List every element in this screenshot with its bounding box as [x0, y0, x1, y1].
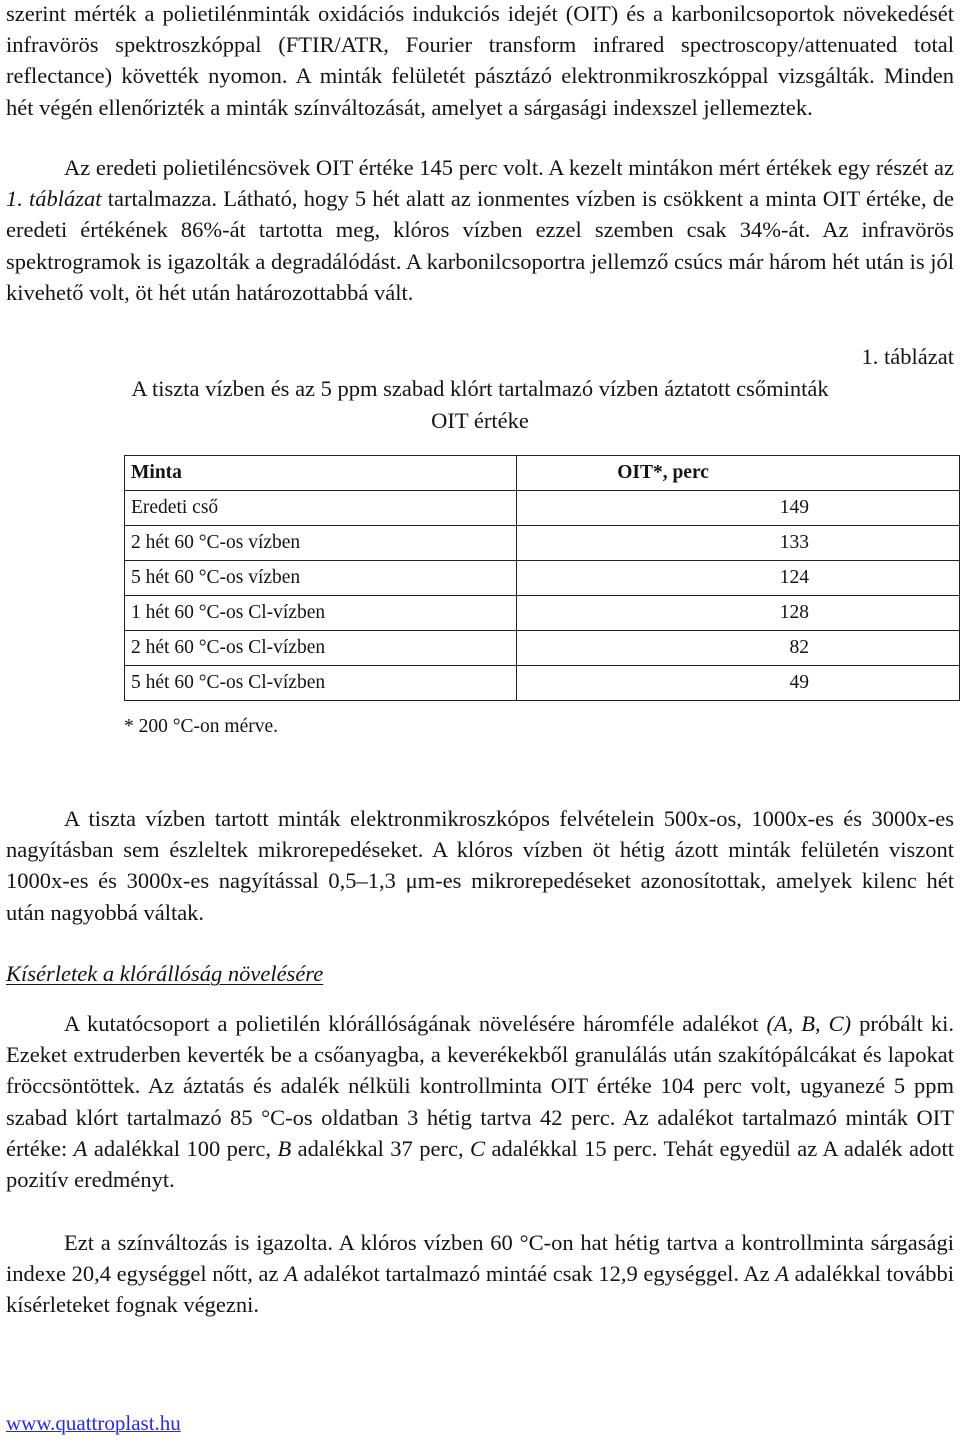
- cell-oit: 149: [517, 491, 960, 526]
- table-row: [125, 631, 960, 666]
- table-footnote: * 200 °C-on mérve.: [124, 716, 279, 737]
- table-row: [125, 666, 960, 701]
- cell-sample: Eredeti cső: [125, 491, 517, 526]
- table-title-line2: OIT értéke: [431, 408, 529, 433]
- table-row: [125, 561, 960, 596]
- table-row: [125, 526, 960, 561]
- cell-oit: 133: [517, 526, 960, 561]
- cell-oit: 82: [517, 631, 960, 666]
- para5-text-a: Ezt a színváltozás is igazolta. A klóros vízben 60 °C-on hat hétig tartva a kontrollminta sárgasági indexe 20,4 egységgel nőtt, az: [6, 1230, 954, 1287]
- para2-text-b: tartalmazza. Látható, hogy 5 hét alatt az ionmentes vízben is csökkent a minta OIT értéke, de eredeti értékének 86%-át tartotta meg, klóros vízben ezzel szemben csak 34%-át. Az infravörös spektrogramok is igazolták a degradálódást. A karbonilcsoportra jellemző csúcs már három hét után is jól kivehető volt, öt hét után határozottabbá vált.: [6, 186, 954, 305]
- additive-c: C: [470, 1135, 486, 1161]
- table-row: [125, 596, 960, 631]
- para5-text-b: adalékot tartalmazó mintáé csak 12,9 egységgel. Az: [297, 1261, 776, 1287]
- header-oit: OIT*, perc: [517, 456, 960, 491]
- additive-list: (A, B, C): [766, 1011, 852, 1036]
- paragraph-additives: [6, 1008, 954, 1195]
- cell-sample: 5 hét 60 °C-os vízben: [125, 561, 517, 596]
- footer-website-link[interactable]: www.quattroplast.hu: [6, 1411, 181, 1435]
- cell-sample: 2 hét 60 °C-os Cl-vízben: [125, 631, 517, 666]
- cell-oit: 128: [517, 596, 960, 631]
- para4-text-a: A kutatócsoport a polietilén klórállóságának növelésére háromféle adalékot: [64, 1011, 767, 1036]
- table-reference: 1. táblázat: [6, 186, 102, 212]
- paragraph-microscopy: A tiszta vízben tartott minták elektronmikroszkópos felvételein 500x-os, 1000x-es és 3000x-es nagyításban sem észleltek mikrorepedéseket. A klóros vízben öt hétig ázott minták felületén viszont 1000x-es és 3000x-es nagyítással 0,5–1,3 μm-es mikrorepedéseket azonosítottak, amelyek kilenc hét után nagyobbá váltak.: [6, 806, 954, 925]
- additive-a: A: [775, 1261, 790, 1287]
- paragraph-oit-results: [6, 152, 954, 308]
- para2-text-a: Az eredeti polietiléncsövek OIT értéke 145 perc volt. A kezelt mintákon mért értékek egy részét az: [64, 155, 954, 180]
- table-header-row: [125, 456, 960, 491]
- para4-text-b: próbált ki. Ezeket extruderben keverték be a csőanyagba, a keverékekből granulálás után szakítópálcákat és lapokat fröccsöntöttek. Az áztatás és adalék nélküli kontrollminta OIT értéke 104 perc volt, ugyanezé 5 ppm szabad klórt tartalmazó 85 °C-os oldatban 3 hétig tartva 42 perc. Az adalékot tartalmazó minták OIT értéke:: [6, 1011, 954, 1161]
- cell-oit: 124: [517, 561, 960, 596]
- section-heading: Kísérletek a klórállóság növelésére: [6, 961, 324, 986]
- para4-text-e: adalékkal 15 perc. Tehát egyedül az A adalék adott pozitív eredményt.: [6, 1135, 954, 1193]
- header-minta: Minta: [125, 456, 517, 491]
- cell-oit: 49: [517, 666, 960, 701]
- table-number: 1. táblázat: [861, 344, 954, 369]
- oit-table: [124, 455, 960, 701]
- para4-text-d: adalékkal 37 perc,: [291, 1135, 471, 1161]
- para5-text-c: adalékkal további kísérleteket fognak végezni.: [6, 1261, 954, 1318]
- additive-a: A: [73, 1135, 88, 1161]
- table-title-line1: A tiszta vízben és az 5 ppm szabad klórt tartalmazó vízben áztatott csőminták: [131, 376, 829, 401]
- cell-sample: 5 hét 60 °C-os Cl-vízben: [125, 666, 517, 701]
- paragraph-intro: szerint mérték a polietilénminták oxidációs indukciós idejét (OIT) és a karbonilcsoportok növekedését infravörös spektroszkóppal (FTIR/ATR, Fourier transform infrared spectroscopy/attenuated total reflectance) követték nyomon. A minták felületét pásztázó elektronmikroszkóppal vizsgálták. Minden hét végén ellenőrizték a minták színváltozását, amelyet a sárgasági indexszel jellemeztek.: [6, 1, 954, 120]
- paragraph-color-change: [6, 1227, 954, 1321]
- additive-a: A: [284, 1261, 298, 1287]
- cell-sample: 2 hét 60 °C-os vízben: [125, 526, 517, 561]
- table-row: [125, 491, 960, 526]
- cell-sample: 1 hét 60 °C-os Cl-vízben: [125, 596, 517, 631]
- para4-text-c: adalékkal 100 perc,: [87, 1135, 278, 1161]
- additive-b: B: [277, 1135, 292, 1161]
